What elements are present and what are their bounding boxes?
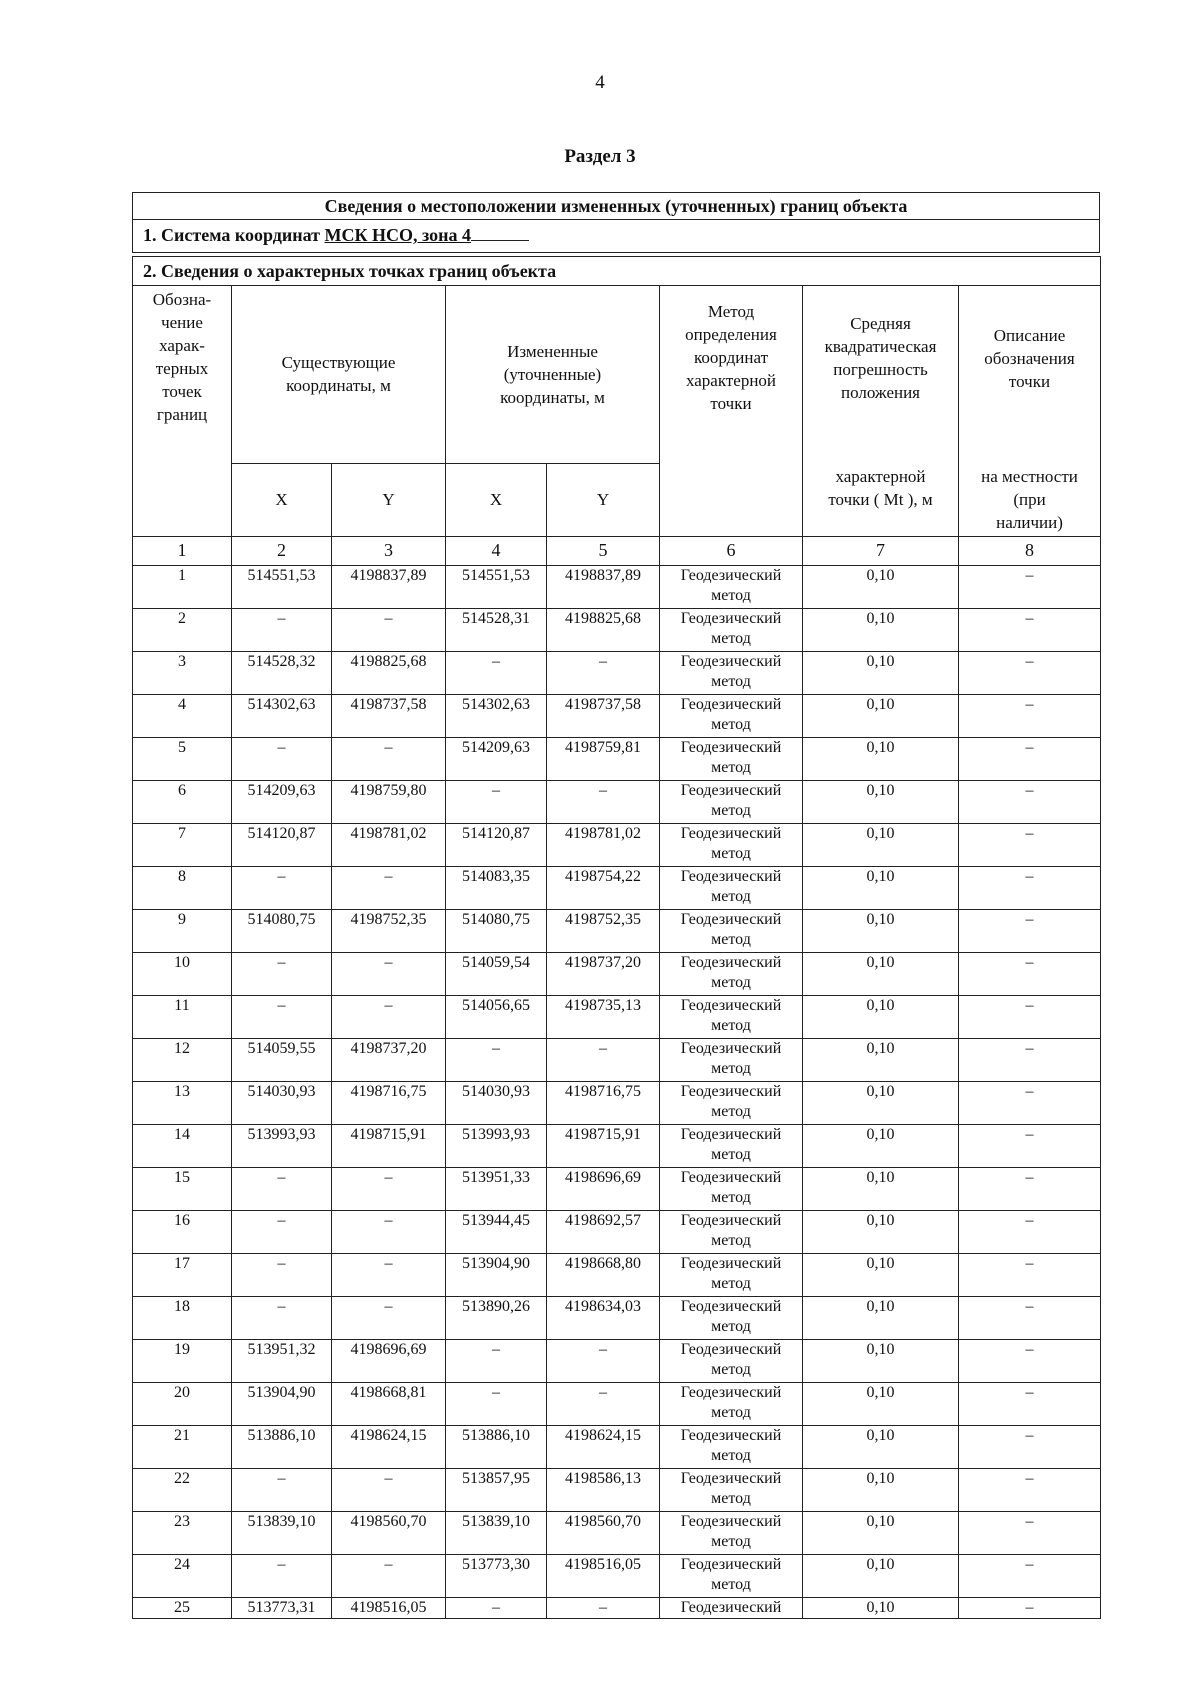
- cell-method: Геодезический метод: [660, 910, 803, 953]
- cell-existing-y: 4198516,05: [332, 1598, 446, 1619]
- cell-existing-y: 4198825,68: [332, 652, 446, 695]
- coord-system-value: МСК НСО, зона 4: [324, 225, 472, 245]
- cell-method: Геодезический метод: [660, 1082, 803, 1125]
- header-existing-y: Y: [332, 463, 446, 537]
- col-number: 3: [332, 537, 446, 566]
- cell-changed-x: 513857,95: [446, 1469, 547, 1512]
- header-description-terrain: на местности (при наличии): [959, 463, 1101, 537]
- cell-description: –: [959, 1039, 1101, 1082]
- cell-accuracy: 0,10: [803, 996, 959, 1039]
- col-number: 7: [803, 537, 959, 566]
- cell-point-number: 23: [133, 1512, 232, 1555]
- cell-changed-y: 4198825,68: [547, 609, 660, 652]
- cell-changed-x: –: [446, 1598, 547, 1619]
- points-title: 2. Сведения о характерных точках границ объекта: [133, 257, 1101, 286]
- cell-changed-y: 4198516,05: [547, 1555, 660, 1598]
- cell-changed-x: 514059,54: [446, 953, 547, 996]
- cell-changed-y: 4198586,13: [547, 1469, 660, 1512]
- cell-description: –: [959, 1598, 1101, 1619]
- table-row: [133, 1469, 1101, 1512]
- cell-method: Геодезический: [660, 1598, 803, 1619]
- coord-system-line: [132, 220, 1100, 253]
- coord-underline: [471, 223, 529, 241]
- header-changed-x: X: [446, 463, 547, 537]
- coord-system-label: 1. Система координат: [143, 225, 325, 245]
- cell-point-number: 6: [133, 781, 232, 824]
- cell-changed-x: 514209,63: [446, 738, 547, 781]
- header-changed-coords: Измененные (уточненные) координаты, м: [446, 286, 660, 464]
- cell-method: Геодезический метод: [660, 867, 803, 910]
- cell-existing-y: 4198737,20: [332, 1039, 446, 1082]
- cell-existing-x: –: [232, 953, 332, 996]
- col-number: 5: [547, 537, 660, 566]
- cell-accuracy: 0,10: [803, 1125, 959, 1168]
- cell-changed-y: 4198696,69: [547, 1168, 660, 1211]
- cell-point-number: 14: [133, 1125, 232, 1168]
- cell-existing-x: 514551,53: [232, 566, 332, 609]
- cell-existing-x: 514030,93: [232, 1082, 332, 1125]
- cell-changed-y: –: [547, 781, 660, 824]
- cell-method: Геодезический метод: [660, 738, 803, 781]
- cell-point-number: 19: [133, 1340, 232, 1383]
- cell-existing-x: –: [232, 609, 332, 652]
- cell-changed-y: 4198668,80: [547, 1254, 660, 1297]
- cell-changed-x: 513839,10: [446, 1512, 547, 1555]
- cell-existing-x: 514528,32: [232, 652, 332, 695]
- cell-existing-x: 513993,93: [232, 1125, 332, 1168]
- cell-existing-y: –: [332, 609, 446, 652]
- cell-changed-x: 514030,93: [446, 1082, 547, 1125]
- cell-point-number: 2: [133, 609, 232, 652]
- cell-changed-y: –: [547, 1340, 660, 1383]
- table-row: [133, 738, 1101, 781]
- cell-changed-y: 4198759,81: [547, 738, 660, 781]
- cell-changed-y: –: [547, 1039, 660, 1082]
- column-numbers-row: [133, 537, 1101, 566]
- cell-method: Геодезический метод: [660, 1297, 803, 1340]
- cell-changed-y: –: [547, 1383, 660, 1426]
- cell-existing-x: –: [232, 1254, 332, 1297]
- cell-changed-y: 4198781,02: [547, 824, 660, 867]
- cell-changed-y: 4198624,15: [547, 1426, 660, 1469]
- cell-accuracy: 0,10: [803, 566, 959, 609]
- cell-changed-y: 4198754,22: [547, 867, 660, 910]
- points-table: [132, 256, 1101, 1619]
- cell-existing-y: –: [332, 1469, 446, 1512]
- table-row: [133, 824, 1101, 867]
- cell-description: –: [959, 910, 1101, 953]
- cell-changed-y: 4198692,57: [547, 1211, 660, 1254]
- section-title: Раздел 3: [564, 146, 636, 167]
- cell-existing-x: 514209,63: [232, 781, 332, 824]
- cell-changed-y: –: [547, 652, 660, 695]
- header-accuracy-point: характерной точки ( Mt ), м: [803, 463, 959, 537]
- cell-existing-y: 4198716,75: [332, 1082, 446, 1125]
- cell-existing-y: 4198837,89: [332, 566, 446, 609]
- cell-changed-x: 514302,63: [446, 695, 547, 738]
- cell-point-number: 24: [133, 1555, 232, 1598]
- table-row: [133, 1512, 1101, 1555]
- header-existing-coords: Существующие координаты, м: [232, 286, 446, 464]
- cell-existing-y: 4198696,69: [332, 1340, 446, 1383]
- cell-changed-x: 514080,75: [446, 910, 547, 953]
- cell-accuracy: 0,10: [803, 781, 959, 824]
- cell-accuracy: 0,10: [803, 1512, 959, 1555]
- cell-existing-y: 4198560,70: [332, 1512, 446, 1555]
- table-row: [133, 1340, 1101, 1383]
- cell-method: Геодезический метод: [660, 1254, 803, 1297]
- table-row: [133, 1125, 1101, 1168]
- cell-existing-x: –: [232, 867, 332, 910]
- table-row: [133, 652, 1101, 695]
- col-number: 1: [133, 537, 232, 566]
- cell-description: –: [959, 1383, 1101, 1426]
- cell-method: Геодезический метод: [660, 1469, 803, 1512]
- header-changed-y: Y: [547, 463, 660, 537]
- cell-existing-x: 513951,32: [232, 1340, 332, 1383]
- cell-changed-x: 514083,35: [446, 867, 547, 910]
- cell-description: –: [959, 1168, 1101, 1211]
- cell-point-number: 22: [133, 1469, 232, 1512]
- cell-accuracy: 0,10: [803, 1082, 959, 1125]
- cell-changed-x: 513904,90: [446, 1254, 547, 1297]
- header-accuracy: Средняя квадратическая погрешность положения: [803, 286, 959, 464]
- cell-accuracy: 0,10: [803, 867, 959, 910]
- cell-accuracy: 0,10: [803, 824, 959, 867]
- cell-description: –: [959, 652, 1101, 695]
- cell-changed-y: 4198737,58: [547, 695, 660, 738]
- table-row: [133, 781, 1101, 824]
- cell-existing-y: –: [332, 1211, 446, 1254]
- cell-point-number: 8: [133, 867, 232, 910]
- cell-existing-x: 514120,87: [232, 824, 332, 867]
- cell-description: –: [959, 1297, 1101, 1340]
- cell-description: –: [959, 824, 1101, 867]
- header-point-designation: Обозна- чение харак- терных точек границ: [133, 286, 232, 537]
- cell-point-number: 9: [133, 910, 232, 953]
- cell-changed-x: 513773,30: [446, 1555, 547, 1598]
- table-row: [133, 1082, 1101, 1125]
- table-row: [133, 1598, 1101, 1619]
- cell-method: Геодезический метод: [660, 1168, 803, 1211]
- cell-description: –: [959, 609, 1101, 652]
- cell-changed-y: 4198752,35: [547, 910, 660, 953]
- cell-description: –: [959, 695, 1101, 738]
- cell-changed-x: 513951,33: [446, 1168, 547, 1211]
- cell-existing-x: –: [232, 1469, 332, 1512]
- cell-accuracy: 0,10: [803, 1254, 959, 1297]
- cell-point-number: 5: [133, 738, 232, 781]
- table-row: [133, 695, 1101, 738]
- cell-existing-x: –: [232, 1211, 332, 1254]
- cell-point-number: 17: [133, 1254, 232, 1297]
- cell-changed-y: 4198715,91: [547, 1125, 660, 1168]
- cell-accuracy: 0,10: [803, 695, 959, 738]
- cell-changed-x: 513944,45: [446, 1211, 547, 1254]
- table-row: [133, 867, 1101, 910]
- cell-accuracy: 0,10: [803, 1469, 959, 1512]
- cell-description: –: [959, 1426, 1101, 1469]
- cell-method: Геодезический метод: [660, 695, 803, 738]
- table-row: [133, 953, 1101, 996]
- table-row: [133, 609, 1101, 652]
- cell-existing-x: –: [232, 1555, 332, 1598]
- cell-method: Геодезический метод: [660, 953, 803, 996]
- cell-accuracy: 0,10: [803, 1297, 959, 1340]
- cell-changed-y: –: [547, 1598, 660, 1619]
- cell-point-number: 20: [133, 1383, 232, 1426]
- cell-changed-y: 4198634,03: [547, 1297, 660, 1340]
- cell-accuracy: 0,10: [803, 652, 959, 695]
- cell-point-number: 25: [133, 1598, 232, 1619]
- cell-description: –: [959, 867, 1101, 910]
- cell-point-number: 18: [133, 1297, 232, 1340]
- table-row: [133, 1555, 1101, 1598]
- cell-existing-y: –: [332, 1254, 446, 1297]
- cell-existing-y: –: [332, 1168, 446, 1211]
- cell-existing-x: 514059,55: [232, 1039, 332, 1082]
- cell-existing-y: 4198781,02: [332, 824, 446, 867]
- cell-existing-x: –: [232, 738, 332, 781]
- cell-point-number: 10: [133, 953, 232, 996]
- cell-point-number: 1: [133, 566, 232, 609]
- cell-changed-x: 514120,87: [446, 824, 547, 867]
- cell-existing-x: –: [232, 996, 332, 1039]
- cell-accuracy: 0,10: [803, 1555, 959, 1598]
- cell-changed-y: 4198716,75: [547, 1082, 660, 1125]
- cell-changed-x: 513886,10: [446, 1426, 547, 1469]
- cell-accuracy: 0,10: [803, 1039, 959, 1082]
- table-row: [133, 1168, 1101, 1211]
- table-row: [133, 1426, 1101, 1469]
- cell-changed-x: –: [446, 1383, 547, 1426]
- cell-accuracy: 0,10: [803, 1383, 959, 1426]
- cell-accuracy: 0,10: [803, 910, 959, 953]
- cell-point-number: 13: [133, 1082, 232, 1125]
- cell-accuracy: 0,10: [803, 953, 959, 996]
- cell-changed-x: –: [446, 652, 547, 695]
- cell-description: –: [959, 1340, 1101, 1383]
- cell-point-number: 7: [133, 824, 232, 867]
- cell-accuracy: 0,10: [803, 1598, 959, 1619]
- cell-changed-x: 513993,93: [446, 1125, 547, 1168]
- cell-method: Геодезический метод: [660, 781, 803, 824]
- col-number: 4: [446, 537, 547, 566]
- cell-existing-y: 4198759,80: [332, 781, 446, 824]
- table-row: [133, 1211, 1101, 1254]
- table-row: [133, 1383, 1101, 1426]
- cell-changed-x: –: [446, 781, 547, 824]
- cell-accuracy: 0,10: [803, 738, 959, 781]
- cell-method: Геодезический метод: [660, 1125, 803, 1168]
- cell-point-number: 21: [133, 1426, 232, 1469]
- cell-existing-y: –: [332, 738, 446, 781]
- cell-existing-y: –: [332, 953, 446, 996]
- cell-existing-x: –: [232, 1297, 332, 1340]
- cell-description: –: [959, 1082, 1101, 1125]
- cell-point-number: 3: [133, 652, 232, 695]
- cell-changed-y: 4198735,13: [547, 996, 660, 1039]
- cell-existing-x: –: [232, 1168, 332, 1211]
- cell-changed-y: 4198737,20: [547, 953, 660, 996]
- cell-existing-x: 513839,10: [232, 1512, 332, 1555]
- cell-changed-x: 514528,31: [446, 609, 547, 652]
- cell-point-number: 11: [133, 996, 232, 1039]
- cell-existing-x: 514080,75: [232, 910, 332, 953]
- object-title: Сведения о местоположении измененных (уточненных) границ объекта: [132, 192, 1100, 220]
- cell-method: Геодезический метод: [660, 1340, 803, 1383]
- col-number: 2: [232, 537, 332, 566]
- cell-description: –: [959, 566, 1101, 609]
- cell-existing-y: –: [332, 1297, 446, 1340]
- cell-point-number: 15: [133, 1168, 232, 1211]
- cell-method: Геодезический метод: [660, 824, 803, 867]
- table-row: [133, 996, 1101, 1039]
- cell-existing-y: 4198715,91: [332, 1125, 446, 1168]
- cell-existing-y: –: [332, 867, 446, 910]
- cell-method: Геодезический метод: [660, 609, 803, 652]
- cell-changed-x: –: [446, 1340, 547, 1383]
- cell-changed-y: 4198837,89: [547, 566, 660, 609]
- cell-method: Геодезический метод: [660, 566, 803, 609]
- cell-description: –: [959, 1469, 1101, 1512]
- cell-method: Геодезический метод: [660, 1383, 803, 1426]
- cell-changed-x: 513890,26: [446, 1297, 547, 1340]
- cell-changed-x: 514551,53: [446, 566, 547, 609]
- cell-existing-y: 4198737,58: [332, 695, 446, 738]
- cell-changed-x: –: [446, 1039, 547, 1082]
- cell-accuracy: 0,10: [803, 609, 959, 652]
- cell-description: –: [959, 1254, 1101, 1297]
- cell-accuracy: 0,10: [803, 1168, 959, 1211]
- cell-method: Геодезический метод: [660, 1426, 803, 1469]
- cell-existing-x: 514302,63: [232, 695, 332, 738]
- cell-accuracy: 0,10: [803, 1211, 959, 1254]
- cell-existing-y: 4198668,81: [332, 1383, 446, 1426]
- table-row: [133, 1297, 1101, 1340]
- table-row: [133, 910, 1101, 953]
- cell-existing-x: 513886,10: [232, 1426, 332, 1469]
- cell-accuracy: 0,10: [803, 1426, 959, 1469]
- cell-method: Геодезический метод: [660, 652, 803, 695]
- table-row: [133, 566, 1101, 609]
- cell-description: –: [959, 781, 1101, 824]
- cell-point-number: 16: [133, 1211, 232, 1254]
- cell-description: –: [959, 953, 1101, 996]
- table-row: [133, 1039, 1101, 1082]
- cell-changed-y: 4198560,70: [547, 1512, 660, 1555]
- cell-method: Геодезический метод: [660, 1211, 803, 1254]
- cell-description: –: [959, 738, 1101, 781]
- cell-existing-y: –: [332, 1555, 446, 1598]
- cell-existing-x: 513773,31: [232, 1598, 332, 1619]
- cell-description: –: [959, 1125, 1101, 1168]
- cell-existing-y: –: [332, 996, 446, 1039]
- header-method: Метод определения координат характерной точки: [660, 286, 803, 537]
- cell-description: –: [959, 1211, 1101, 1254]
- cell-point-number: 4: [133, 695, 232, 738]
- page-number: 4: [595, 72, 605, 93]
- col-number: 8: [959, 537, 1101, 566]
- cell-method: Геодезический метод: [660, 996, 803, 1039]
- header-existing-x: X: [232, 463, 332, 537]
- cell-existing-x: 513904,90: [232, 1383, 332, 1426]
- cell-description: –: [959, 1512, 1101, 1555]
- cell-point-number: 12: [133, 1039, 232, 1082]
- cell-method: Геодезический метод: [660, 1039, 803, 1082]
- cell-method: Геодезический метод: [660, 1555, 803, 1598]
- cell-accuracy: 0,10: [803, 1340, 959, 1383]
- cell-description: –: [959, 1555, 1101, 1598]
- cell-changed-x: 514056,65: [446, 996, 547, 1039]
- cell-existing-y: 4198624,15: [332, 1426, 446, 1469]
- table-row: [133, 1254, 1101, 1297]
- col-number: 6: [660, 537, 803, 566]
- header-description: Описание обозначения точки: [959, 286, 1101, 464]
- cell-method: Геодезический метод: [660, 1512, 803, 1555]
- cell-description: –: [959, 996, 1101, 1039]
- cell-existing-y: 4198752,35: [332, 910, 446, 953]
